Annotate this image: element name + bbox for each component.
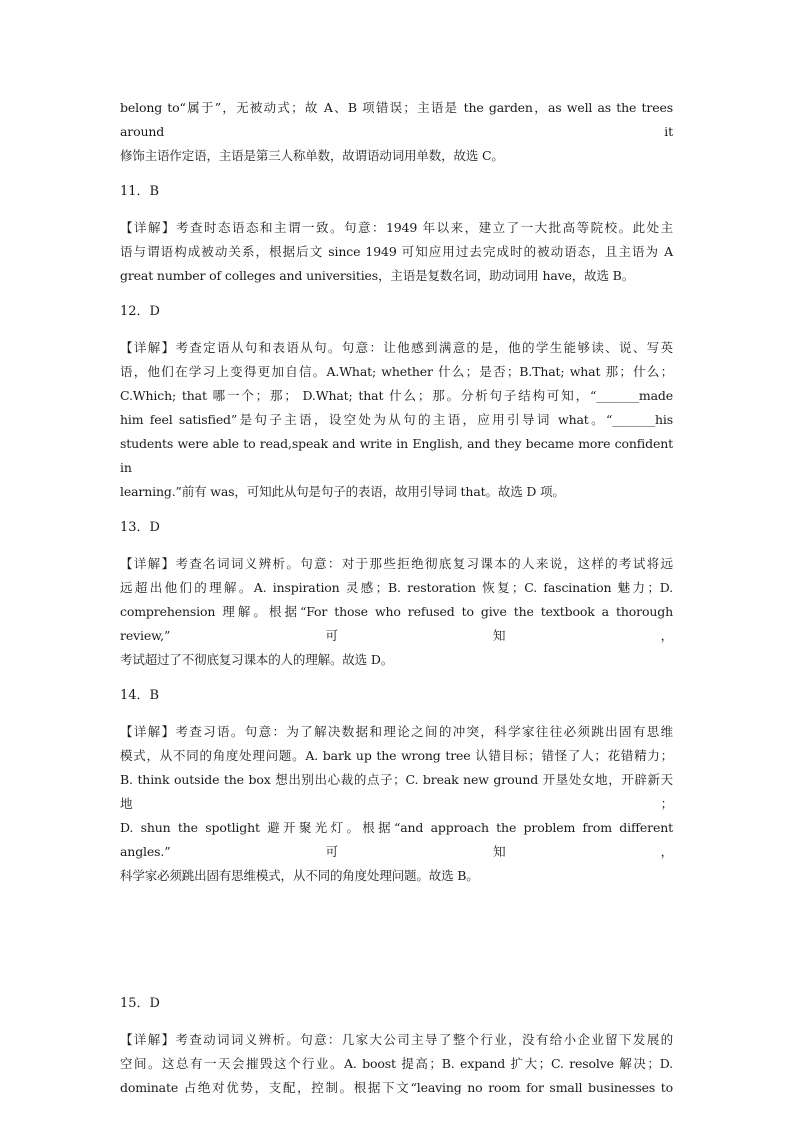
text-line: 语与谓语构成被动关系，根据后文 since 1949 可知应用过去完成时的被动语态，且主语为 A [120,244,673,259]
text-line: C.Which; that 哪一个；那； D.What; that 什么；那。分析句子结构可知，“_______made [120,388,673,403]
text-line: 【详解】考查定语从句和表语从句。句意：让他感到满意的是，他的学生能够读、说、写英 [120,340,673,355]
text-line: students were able to read,speak and write in English, and they became more confident in [120,436,673,475]
text-line: dominate 占绝对优势，支配，控制。根据下文“leaving no room for small businesses to [120,1080,673,1095]
explanation-paragraph [120,552,673,672]
text-line: 修饰主语作定语，主语是第三人称单数，故谓语动词用单数，故选 C。 [120,148,504,163]
text-line: 空间。这总有一天会摧毁这个行业。A. boost 提高；B. expand 扩大；C. resolve 解决；D. [120,1056,673,1071]
text-line: 模式，从不同的角度处理问题。A. bark up the wrong tree 认错目标；错怪了人；花错精力； [120,748,673,763]
text-line: D. shun the spotlight 避开聚光灯。根据“and approach the problem from different angles.”可知， [120,820,673,859]
text-line: belong to“属于”，无被动式；故 A、B 项错误；主语是 the garden，as well as the trees around it [120,100,673,139]
answer-page [120,96,673,1100]
question-number: 13．D [120,520,160,535]
question-number: 12．D [120,304,160,319]
explanation-paragraph [120,720,673,888]
text-line: 远超出他们的理解。A. inspiration 灵感；B. restoration 恢复；C. fascination 魅力；D. [120,580,673,595]
question-number: 11．B [120,184,160,199]
text-line: great number of colleges and universities，主语是复数名词，助动词用 have，故选 B。 [120,268,635,283]
explanation-paragraph [120,336,673,504]
text-line: him feel satisfied”是句子主语，设空处为从句的主语，应用引导词 what。“_______his [120,412,673,427]
text-line: B. think outside the box 想出别出心裁的点子；C. break new ground 开垦处女地，开辟新天地； [120,772,673,811]
text-line: 【详解】考查动词词义辨析。句意：几家大公司主导了整个行业，没有给小企业留下发展的 [120,1032,673,1047]
explanation-paragraph [120,1028,673,1100]
q10-explanation-tail [120,96,673,168]
text-line: 【详解】考查习语。句意：为了解决数据和理论之间的冲突，科学家往往必须跳出固有思维 [120,724,673,739]
text-line: 考试超过了不彻底复习课本的人的理解。故选 D。 [120,652,394,667]
text-line: 【详解】考查时态语态和主谓一致。句意：1949 年以来，建立了一大批高等院校。此处主 [120,220,673,235]
explanation-paragraph [120,216,673,288]
text-line: learning.”前有 was，可知此从句是句子的表语，故用引导词 that。故选 D 项。 [120,484,565,499]
text-line: 科学家必须跳出固有思维模式，从不同的角度处理问题。故选 B。 [120,868,479,883]
question-number: 14．B [120,688,160,703]
question-number: 15．D [120,996,160,1011]
text-line: comprehension 理解。根据“For those who refused to give the textbook a thorough review,”可知， [120,604,673,643]
text-line: 语，他们在学习上变得更加自信。A.What; whether 什么；是否；B.That; what 那；什么； [120,364,673,379]
text-line: 【详解】考查名词词义辨析。句意：对于那些拒绝彻底复习课本的人来说，这样的考试将远 [120,556,673,571]
